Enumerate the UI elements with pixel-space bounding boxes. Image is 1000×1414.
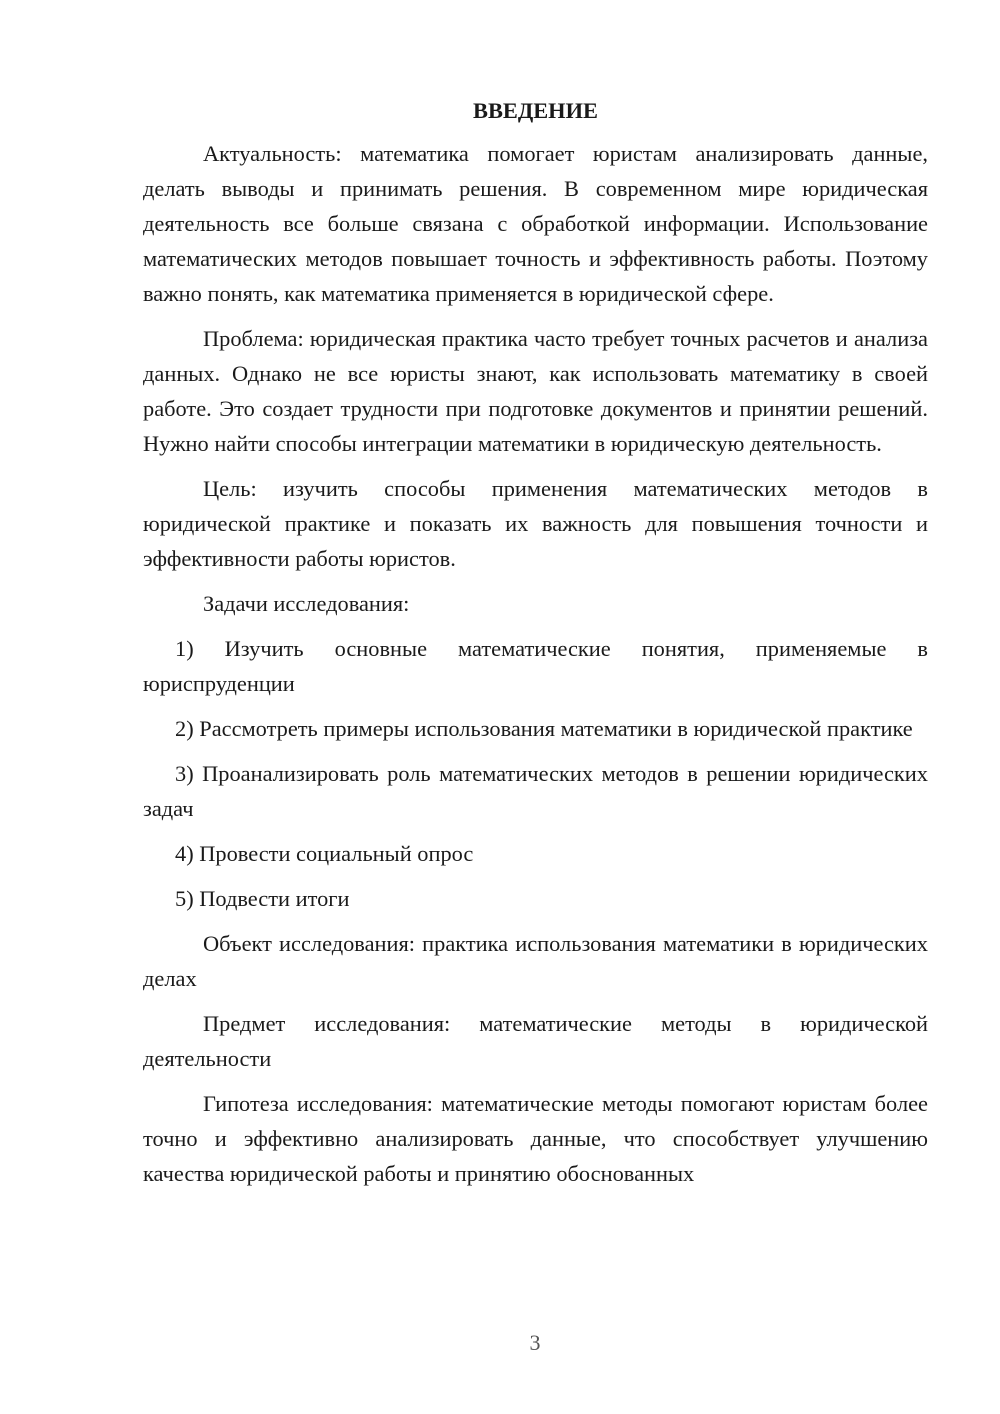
object-paragraph: Объект исследования: практика использования математики в юридических делах	[143, 931, 928, 991]
problem-paragraph: Проблема: юридическая практика часто требует точных расчетов и анализа данных. Однако не все юристы знают, как использовать математику в своей работе. Это создает трудности при подготовке документов и принятии решений. Нужно найти способы интеграции математики в юридическую деятельность.	[143, 326, 928, 456]
goal-paragraph: Цель: изучить способы применения математических методов в юридической практике и показать их важность для повышения точности и эффективности работы юристов.	[143, 476, 928, 571]
document-page	[143, 93, 928, 1201]
task-item-2: 2) Рассмотреть примеры использования математики в юридической практике	[175, 716, 913, 741]
hypothesis-paragraph: Гипотеза исследования: математические методы помогают юристам более точно и эффективно анализировать данные, что способствует улучшению качества юридической работы и принятию обоснованных	[143, 1091, 928, 1186]
task-item-1: 1) Изучить основные математические понятия, применяемые в юриспруденции	[143, 636, 928, 696]
page-number: 3	[529, 1330, 541, 1355]
section-heading: ВВЕДЕНИЕ	[473, 98, 598, 123]
task-item-4: 4) Провести социальный опрос	[175, 841, 474, 866]
task-item-5: 5) Подвести итоги	[175, 886, 350, 911]
subject-paragraph: Предмет исследования: математические методы в юридической деятельности	[143, 1011, 928, 1071]
actuality-paragraph: Актуальность: математика помогает юристам анализировать данные, делать выводы и принимать решения. В современном мире юридическая деятельность все больше связана с обработкой информации. Использование математических методов повышает точность и эффективность работы. Поэтому важно понять, как математика применяется в юридической сфере.	[143, 141, 928, 306]
task-item-3: 3) Проанализировать роль математических методов в решении юридических задач	[143, 761, 928, 821]
tasks-title: Задачи исследования:	[203, 591, 410, 616]
